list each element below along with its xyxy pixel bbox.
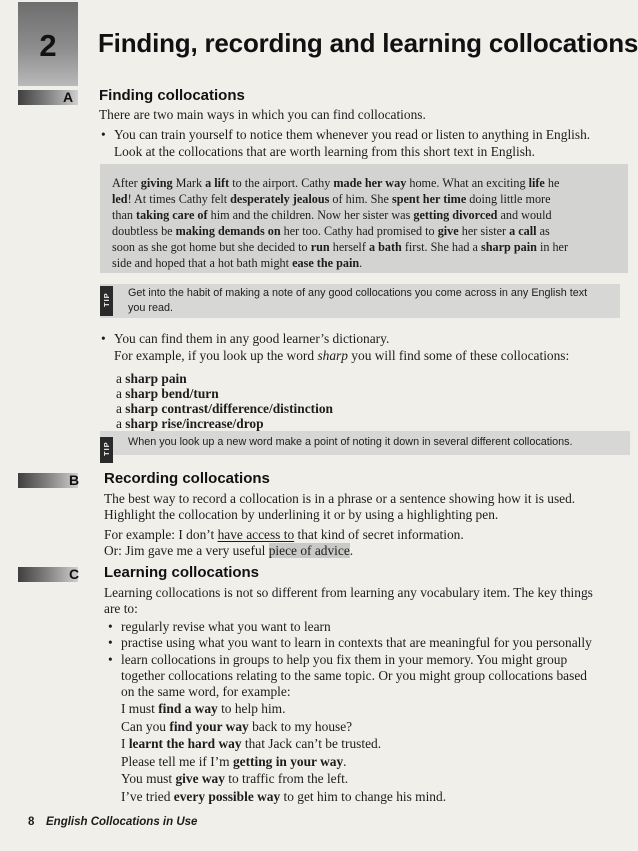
sharp-item-2: a sharp bend/turn	[116, 386, 219, 401]
way-example-6: I’ve tried every possible way to get him to change his mind.	[121, 788, 447, 804]
way-examples-list	[121, 700, 446, 805]
section-a-heading: Finding collocations	[99, 87, 245, 104]
sharp-item-1: a sharp pain	[116, 371, 187, 386]
sharp-item-4: a sharp rise/increase/drop	[116, 416, 264, 431]
box-line-4: doubtless be making demands on her too. Cathy had promised to give her sister a call as	[112, 224, 550, 238]
section-a-bullet-1-line-1: • You can train yourself to notice them whenever you read or listen to anything in English.	[114, 126, 590, 143]
section-b-line-1: The best way to record a collocation is in a phrase or a sentence showing how it is used.	[104, 491, 576, 506]
box-line-6: side and hoped that a hot bath might ease the pain.	[112, 256, 363, 270]
section-c-bullet-3-line-3: on the same word, for example:	[121, 684, 291, 699]
box-line-2: led! At times Cathy felt desperately jealous of him. She spent her time doing little more	[112, 192, 551, 206]
tip-2-text: When you look up a new word make a point of noting it down in several different collocations.	[128, 436, 573, 448]
book-title: English Collocations in Use	[46, 816, 198, 828]
sharp-collocation-list	[116, 371, 333, 431]
section-a-bullet-2-line-2: For example, if you look up the word sharp you will find some of these collocations:	[114, 348, 570, 363]
section-b-letter: B	[68, 472, 80, 488]
way-example-2: Can you find your way back to my house?	[121, 718, 353, 734]
tip-1-line-1: Get into the habit of making a note of any good collocations you come across in any English text	[128, 287, 588, 299]
box-line-5: soon as she got home but she decided to run herself a bath first. She had a sharp pain in her	[112, 240, 569, 254]
way-example-1: I must find a way to help him.	[121, 701, 286, 716]
section-c-bullet-3-line-1: • learn collocations in groups to help you fix them in your memory. You might group	[121, 651, 567, 668]
section-c-bullet-2: • practise using what you want to learn in contexts that are meaningful for you personally	[121, 634, 592, 651]
section-c-heading: Learning collocations	[104, 564, 260, 581]
section-b-example-2: Or: Jim gave me a very useful piece of advice.	[104, 543, 354, 558]
page-number: 8	[28, 816, 35, 828]
box-line-1: After giving Mark a lift to the airport. Cathy made her way home. What an exciting life he	[112, 176, 560, 190]
tip-2-badge: TIP	[100, 437, 113, 463]
box-line-3: than taking care of him and the children. Now her sister was getting divorced and would	[112, 208, 552, 222]
section-b-example-1: For example: I don’t have access to that kind of secret information.	[104, 527, 464, 542]
section-c-line-2: are to:	[104, 601, 138, 616]
unit-number: 2	[39, 28, 57, 63]
section-c-bullet-1: • regularly revise what you want to learn	[121, 618, 331, 635]
section-c-bullet-3-line-2: together collocations relating to the same topic. Or you might group collocations based	[121, 668, 587, 683]
way-example-5: You must give way to traffic from the left.	[121, 771, 349, 786]
sharp-item-3: a sharp contrast/difference/distinction	[116, 401, 333, 416]
tip-1-badge: TIP	[100, 286, 113, 316]
section-b-heading: Recording collocations	[104, 470, 270, 487]
section-a-intro: There are two main ways in which you can find collocations.	[99, 107, 426, 122]
section-c-line-1: Learning collocations is not so different from learning any vocabulary item. The key things	[104, 585, 593, 600]
section-c-letter: C	[68, 566, 80, 582]
way-example-4: Please tell me if I’m getting in your way.	[121, 753, 347, 769]
section-b-line-2: Highlight the collocation by underlining it or by using a highlighting pen.	[104, 507, 499, 522]
page-title: Finding, recording and learning collocations	[98, 28, 638, 58]
section-a-letter: A	[62, 89, 74, 105]
section-a-bullet-2-line-1: • You can find them in any good learner’s dictionary.	[114, 330, 389, 347]
way-example-3: I learnt the hard way that Jack can’t be trusted.	[121, 736, 382, 751]
tip-1-line-2: you read.	[128, 302, 174, 314]
section-a-bullet-1-line-2: Look at the collocations that are worth learning from this short text in English.	[114, 144, 535, 159]
